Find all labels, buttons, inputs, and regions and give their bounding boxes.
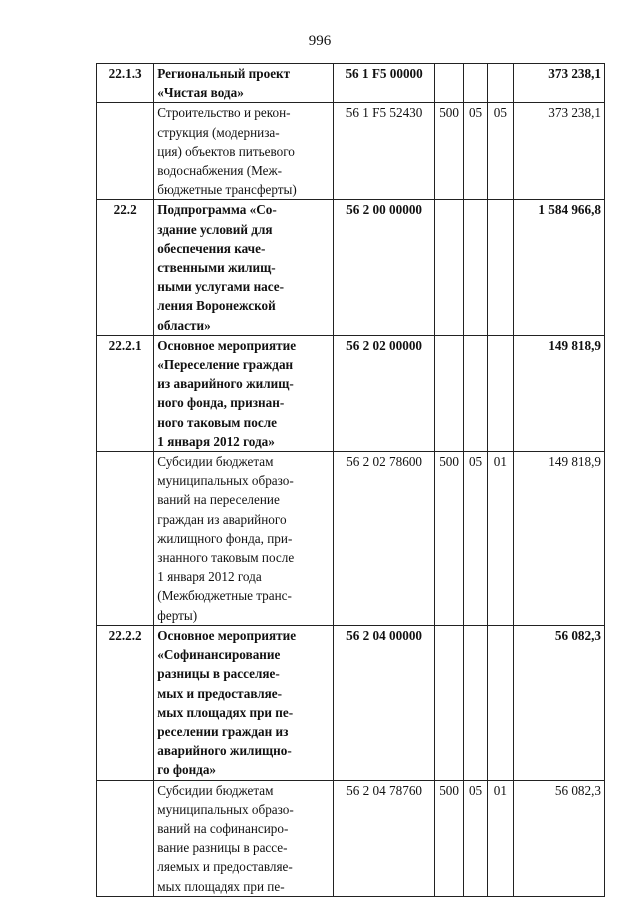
name-line: жилищного фонда, при- — [157, 530, 293, 546]
row-subsection-cell — [488, 625, 513, 780]
row-section-cell: 05 — [463, 780, 487, 896]
name-line: мых площадях при пе- — [157, 878, 285, 894]
name-line: ственными жилищ- — [157, 260, 276, 276]
row-name-cell — [154, 452, 334, 626]
row-name-cell — [154, 780, 334, 896]
row-name-cell — [154, 625, 334, 780]
name-line: «Переселение граждан — [157, 357, 294, 373]
name-line: Субсидии бюджетам — [157, 454, 274, 470]
budget-table — [96, 63, 605, 897]
name-line: ного таковым после — [157, 414, 277, 430]
name-line: ляемых и предоставляе- — [157, 859, 293, 875]
name-line: Подпрограмма «Со- — [157, 202, 277, 218]
row-subsection-cell: 01 — [488, 780, 513, 896]
row-section-cell — [463, 64, 487, 103]
row-amount-cell: 149 818,9 — [513, 452, 605, 626]
name-line: разницы в расселяе- — [157, 666, 280, 682]
name-line: бюджетные трансферты) — [157, 182, 297, 198]
row-name-cell — [154, 64, 334, 103]
row-code-cell: 56 1 F5 52430 — [333, 103, 434, 200]
row-subsection-cell: 01 — [488, 452, 513, 626]
row-subsection-cell — [488, 200, 513, 335]
name-line: Строительство и рекон- — [157, 105, 291, 121]
row-number-cell: 22.2.1 — [97, 335, 154, 451]
row-number-cell — [97, 103, 154, 200]
name-line: обеспечения каче- — [157, 240, 266, 256]
row-code-cell: 56 2 04 00000 — [333, 625, 434, 780]
row-amount-cell: 56 082,3 — [513, 625, 605, 780]
name-line: 1 января 2012 года» — [157, 433, 275, 449]
table-row — [97, 200, 605, 335]
name-line: вание разницы в рассе- — [157, 840, 288, 856]
row-name-cell — [154, 103, 334, 200]
row-amount-cell: 373 238,1 — [513, 103, 605, 200]
row-expense-type-cell — [435, 625, 464, 780]
name-line: знанного таковым после — [157, 550, 295, 566]
name-line: ления Воронежской — [157, 298, 276, 314]
name-line: ного фонда, признан- — [157, 395, 285, 411]
row-code-cell: 56 1 F5 00000 — [333, 64, 434, 103]
name-line: Региональный проект — [157, 66, 291, 81]
table-row — [97, 780, 605, 896]
name-line: реселении граждан из — [157, 723, 289, 739]
row-expense-type-cell — [435, 64, 464, 103]
row-section-cell — [463, 200, 487, 335]
name-line: (Межбюджетные транс- — [157, 588, 292, 604]
table-row — [97, 625, 605, 780]
name-line: Основное мероприятие — [157, 627, 297, 643]
table-row — [97, 64, 605, 103]
row-amount-cell: 56 082,3 — [513, 780, 605, 896]
name-line: здание условий для — [157, 221, 273, 237]
name-line: струкция (модерниза- — [157, 124, 280, 140]
name-line: «Чистая вода» — [157, 85, 244, 101]
row-section-cell — [463, 625, 487, 780]
row-expense-type-cell — [435, 335, 464, 451]
name-line: муниципальных образо- — [157, 801, 294, 817]
row-code-cell: 56 2 04 78760 — [333, 780, 434, 896]
name-line: аварийного жилищно- — [157, 743, 292, 759]
row-code-cell: 56 2 02 00000 — [333, 335, 434, 451]
table-body — [97, 64, 605, 897]
name-line: Основное мероприятие — [157, 337, 297, 353]
name-line: ция) объектов питьевого — [157, 143, 295, 159]
row-section-cell: 05 — [463, 452, 487, 626]
row-section-cell — [463, 335, 487, 451]
row-amount-cell: 1 584 966,8 — [513, 200, 605, 335]
row-name-cell — [154, 200, 334, 335]
name-line: Субсидии бюджетам — [157, 782, 274, 798]
table-row — [97, 335, 605, 451]
row-amount-cell: 373 238,1 — [513, 64, 605, 103]
row-expense-type-cell: 500 — [435, 103, 464, 200]
name-line: «Софинансирование — [157, 647, 281, 663]
name-line: из аварийного жилищ- — [157, 376, 294, 392]
row-name-cell — [154, 335, 334, 451]
name-line: области» — [157, 317, 211, 333]
row-subsection-cell — [488, 64, 513, 103]
table-row — [97, 103, 605, 200]
row-expense-type-cell: 500 — [435, 780, 464, 896]
row-number-cell — [97, 452, 154, 626]
row-expense-type-cell: 500 — [435, 452, 464, 626]
row-code-cell: 56 2 00 00000 — [333, 200, 434, 335]
name-line: муниципальных образо- — [157, 473, 294, 489]
row-section-cell: 05 — [463, 103, 487, 200]
name-line: ваний на софинансиро- — [157, 820, 289, 836]
row-number-cell: 22.1.3 — [97, 64, 154, 103]
page-number: 996 — [308, 33, 332, 49]
row-subsection-cell: 05 — [488, 103, 513, 200]
name-line: граждан из аварийного — [157, 511, 287, 527]
row-subsection-cell — [488, 335, 513, 451]
row-code-cell: 56 2 02 78600 — [333, 452, 434, 626]
row-amount-cell: 149 818,9 — [513, 335, 605, 451]
name-line: го фонда» — [157, 762, 217, 778]
name-line: ными услугами насе- — [157, 279, 285, 295]
name-line: водоснабжения (Меж- — [157, 163, 282, 179]
name-line: мых площадях при пе- — [157, 704, 294, 720]
row-number-cell: 22.2 — [97, 200, 154, 335]
name-line: 1 января 2012 года — [157, 569, 262, 585]
name-line: ферты) — [157, 607, 198, 623]
row-number-cell — [97, 780, 154, 896]
table-row — [97, 452, 605, 626]
row-expense-type-cell — [435, 200, 464, 335]
name-line: ваний на переселение — [157, 492, 280, 508]
name-line: мых и предоставляе- — [157, 685, 283, 701]
row-number-cell: 22.2.2 — [97, 625, 154, 780]
